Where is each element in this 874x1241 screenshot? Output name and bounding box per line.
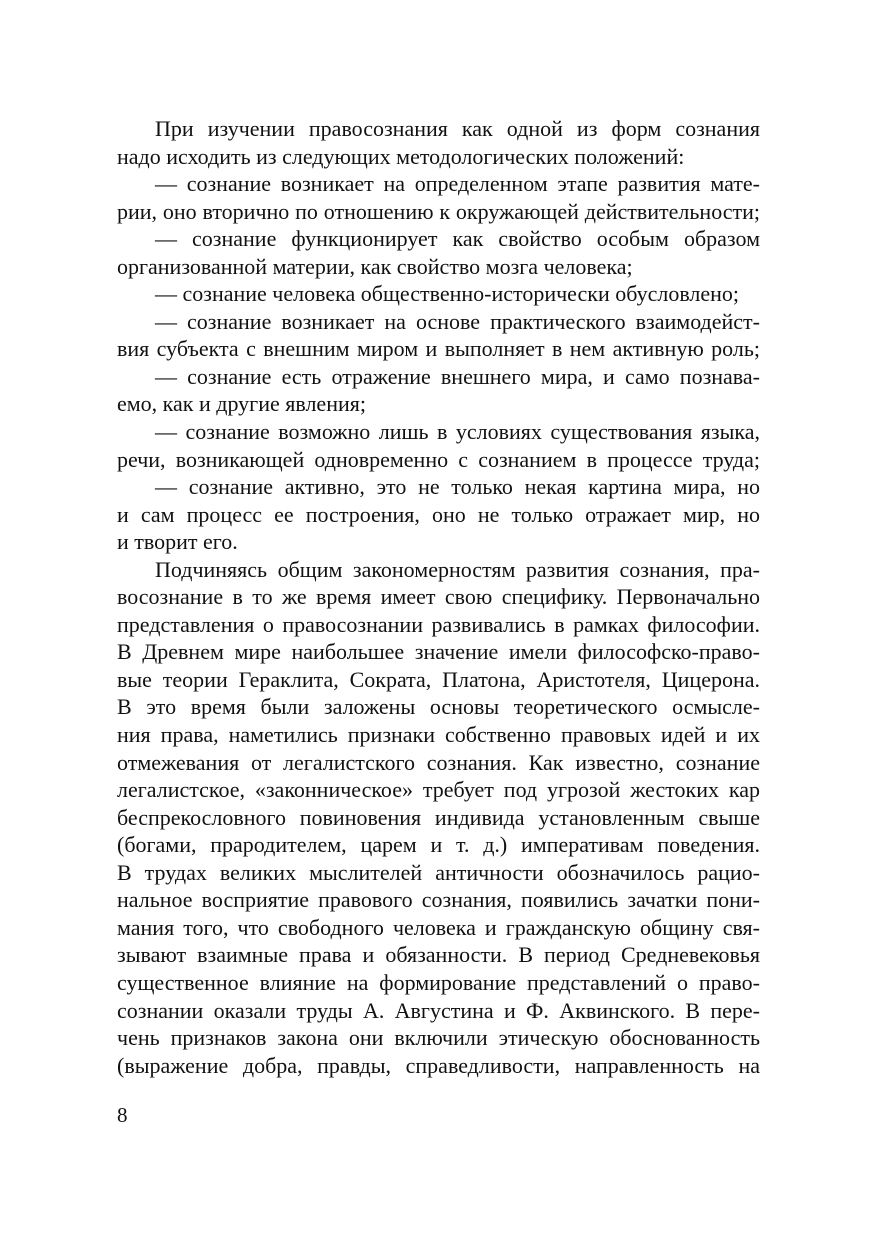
text-line: В это время были заложены основы теоретического осмысле- <box>117 694 760 720</box>
list-item-line: — сознание возможно лишь в условиях существования языка, <box>155 419 760 445</box>
text-line: чень признаков закона они включили этическую обоснованность <box>117 1025 760 1051</box>
text-line: нальное восприятие правового сознания, появились зачатки пони- <box>117 887 760 913</box>
list-item-line: — сознание возникает на определенном этапе развития мате- <box>155 171 760 197</box>
text-line: (выражение добра, правды, справедливости, направленность на <box>117 1052 760 1078</box>
text-line: отмежевания от легалистского сознания. Как известно, сознание <box>117 749 760 775</box>
list-item-line: — сознание есть отражение внешнего мира, и само познава- <box>155 363 760 389</box>
list-item-line: и творит его. <box>117 529 238 555</box>
list-item-line: вия субъекта с внешним миром и выполняет в нем активную роль; <box>117 336 760 362</box>
list-item-line: — сознание функционирует как свойство особым образом <box>155 226 760 252</box>
text-line: восознание в то же время имеет свою специфику. Первоначально <box>117 584 760 610</box>
list-item-line: — сознание возникает на основе практического взаимодейст- <box>155 308 760 334</box>
text-line: существенное влияние на формирование представлений о право- <box>117 969 760 995</box>
text-line: надо исходить из следующих методологических положений: <box>117 143 685 169</box>
text-line: вые теории Гераклита, Сократа, Платона, Аристотеля, Цицерона. <box>117 666 760 692</box>
text-line: В трудах великих мыслителей античности обозначилось рацио- <box>117 859 760 885</box>
text-line: сознании оказали труды А. Августина и Ф. Аквинского. В пере- <box>117 997 760 1023</box>
page-number: 8 <box>117 1103 128 1127</box>
body-text <box>117 115 760 1079</box>
list-item-line: организованной материи, как свойство мозга человека; <box>117 253 633 279</box>
text-line: мания того, что свободного человека и гражданскую общину свя- <box>117 914 760 940</box>
text-line: зывают взаимные права и обязанности. В период Средневековья <box>117 942 760 968</box>
text-line: При изучении правосознания как одной из форм сознания <box>155 116 760 141</box>
list-item-line: емо, как и другие явления; <box>117 391 366 417</box>
text-line: представления о правосознании развивались в рамках философии. <box>117 611 760 637</box>
text-line: В Древнем мире наибольшее значение имели философско-право- <box>117 639 760 665</box>
text-line: ния права, наметились признаки собственно правовых идей и их <box>117 722 760 748</box>
list-item-line: — сознание человека общественно-исторически обусловлено; <box>155 281 740 307</box>
text-line: беспрекословного повиновения индивида установленным свыше <box>117 804 760 830</box>
list-item-line: рии, оно вторично по отношению к окружающей действительности; <box>117 198 760 224</box>
list-item-line: — сознание активно, это не только некая картина мира, но <box>155 474 760 500</box>
text-line: легалистское, «законническое» требует под угрозой жестоких кар <box>117 777 760 803</box>
text-line: Подчиняясь общим закономерностям развития сознания, пра- <box>155 556 760 582</box>
list-item-line: и сам процесс ее построения, оно не только отражает мир, но <box>117 501 760 527</box>
list-item-line: речи, возникающей одновременно с сознанием в процессе труда; <box>117 446 760 472</box>
text-line: (богами, прародителем, царем и т. д.) императивам поведения. <box>117 832 760 858</box>
